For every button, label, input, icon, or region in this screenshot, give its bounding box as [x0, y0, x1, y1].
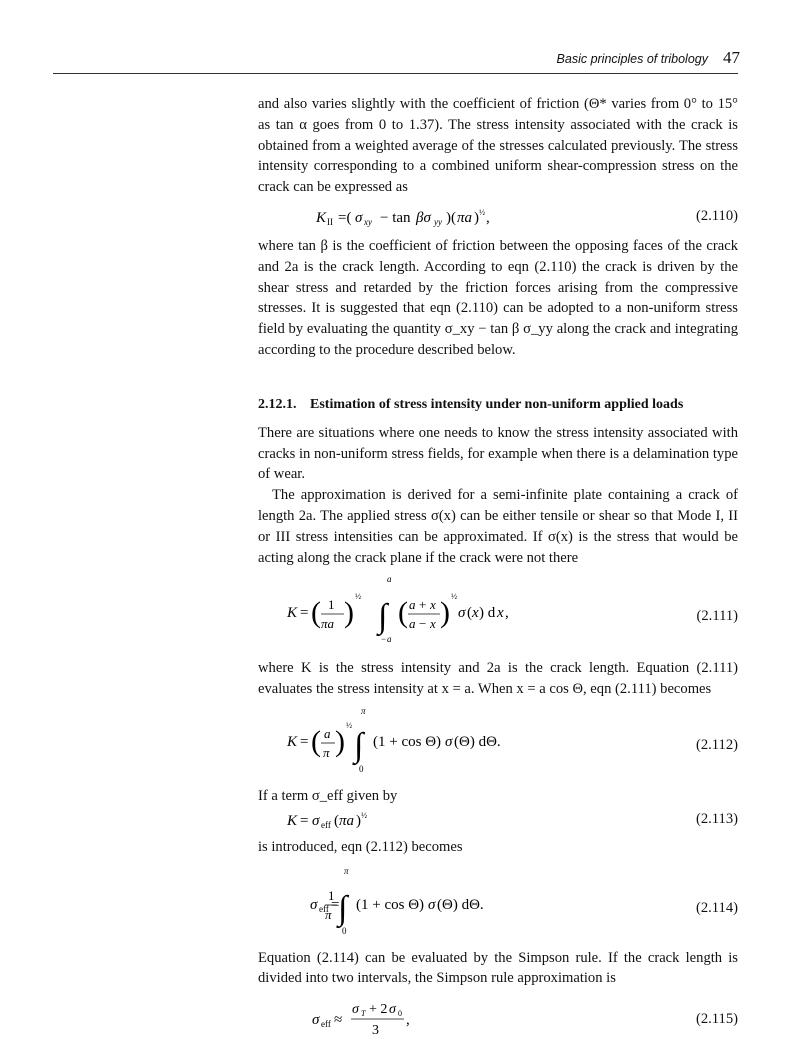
paragraph-7	[258, 837, 738, 858]
svg-text:x: x	[430, 597, 436, 613]
paragraph-5	[258, 658, 738, 700]
svg-text:eff: eff	[321, 819, 331, 830]
svg-text:(Θ) dΘ.: (Θ) dΘ.	[454, 733, 501, 750]
header-rule	[53, 73, 738, 74]
equation-2-112-number: (2.112)	[695, 736, 738, 753]
svg-text:x: x	[497, 605, 504, 622]
svg-text:): )	[474, 209, 479, 226]
svg-text:½: ½	[361, 810, 367, 820]
svg-text:− tan: − tan	[380, 209, 411, 226]
svg-text:½: ½	[451, 592, 457, 602]
svg-text:∫: ∫	[338, 889, 348, 927]
svg-text:0: 0	[398, 1009, 402, 1019]
page-number: 47	[723, 48, 740, 67]
running-title: Basic principles of tribology	[556, 52, 708, 66]
svg-text:,: ,	[505, 605, 509, 622]
svg-text:πa: πa	[457, 209, 473, 226]
section-number: 2.12.1.	[258, 396, 297, 412]
equation-2-113-number: (2.113)	[695, 810, 738, 827]
svg-text:π: π	[325, 906, 332, 922]
svg-text:a: a	[387, 634, 392, 645]
equation-2-114	[258, 864, 738, 936]
svg-text:=: =	[331, 896, 340, 913]
svg-text:(1 + cos Θ): (1 + cos Θ)	[356, 896, 425, 913]
svg-text:½: ½	[355, 592, 361, 602]
paragraph-3	[258, 423, 738, 485]
svg-text:) d: ) d	[479, 605, 496, 622]
svg-text:βσ: βσ	[416, 209, 431, 226]
svg-text:σ: σ	[458, 605, 466, 622]
svg-text:=: =	[300, 812, 309, 829]
equation-2-112-svg	[258, 704, 738, 776]
svg-text:πa: πa	[339, 812, 355, 829]
svg-text:)(: )(	[446, 209, 456, 226]
equation-2-113-svg	[258, 807, 738, 833]
svg-text:π: π	[323, 744, 330, 760]
equation-2-110	[258, 204, 738, 232]
page-body	[258, 94, 738, 1043]
svg-text:1: 1	[328, 597, 335, 613]
svg-text:a: a	[324, 725, 331, 741]
svg-text:0: 0	[359, 763, 364, 774]
svg-text:a: a	[387, 574, 392, 585]
paragraph-2	[258, 236, 738, 361]
svg-text:eff: eff	[319, 903, 329, 914]
svg-text:K: K	[287, 605, 298, 622]
svg-text:,: ,	[486, 209, 490, 226]
equation-2-111-number: (2.111)	[696, 608, 738, 625]
svg-text:x: x	[472, 605, 479, 622]
svg-text:∫: ∫	[354, 726, 364, 764]
svg-text:σ: σ	[428, 896, 436, 913]
svg-text:K: K	[316, 209, 327, 226]
svg-text:(Θ) dΘ.: (Θ) dΘ.	[437, 896, 484, 913]
svg-text:≈: ≈	[334, 1012, 343, 1029]
section-title: Estimation of stress intensity under non-uniform applied loads	[310, 396, 684, 412]
page-header	[0, 0, 796, 76]
paragraph-6	[258, 786, 738, 807]
svg-text:π: π	[344, 865, 349, 876]
paragraph-8	[258, 948, 738, 990]
svg-text:(: (	[311, 724, 321, 758]
equation-2-110-number: (2.110)	[695, 207, 738, 224]
svg-text:½: ½	[346, 720, 352, 730]
svg-text:πa: πa	[321, 616, 335, 632]
paragraph-6-text: If a term σ_eff given by	[258, 787, 398, 804]
svg-text:): )	[335, 724, 345, 758]
svg-text:eff: eff	[321, 1019, 331, 1030]
equation-2-114-number: (2.114)	[695, 899, 738, 916]
svg-text:(: (	[398, 596, 408, 630]
equation-2-111	[258, 572, 738, 644]
svg-text:=: =	[300, 605, 309, 622]
svg-text:=: =	[300, 733, 309, 750]
equation-2-111-svg	[258, 572, 738, 644]
svg-text:+ 2: + 2	[369, 1002, 388, 1018]
svg-text:x: x	[430, 616, 436, 632]
equation-2-115	[258, 993, 738, 1043]
paragraph-4	[258, 485, 738, 568]
svg-text:K: K	[287, 812, 298, 829]
svg-text:(: (	[467, 605, 472, 622]
svg-text:1: 1	[328, 887, 335, 903]
svg-text:0: 0	[342, 925, 347, 936]
equation-2-113	[258, 807, 738, 833]
equation-2-112	[258, 704, 738, 776]
svg-text:K: K	[287, 733, 298, 750]
equation-2-110-svg	[258, 204, 738, 232]
section-heading	[258, 397, 738, 413]
svg-text:∫: ∫	[378, 598, 388, 636]
svg-text:): )	[440, 596, 450, 630]
svg-text:−: −	[381, 634, 387, 645]
svg-text:σ: σ	[312, 812, 320, 829]
svg-text:σ: σ	[352, 1002, 359, 1018]
svg-text:(1 + cos Θ): (1 + cos Θ)	[373, 733, 442, 750]
svg-text:σ: σ	[389, 1002, 396, 1018]
svg-text:σ: σ	[445, 733, 453, 750]
svg-text:=(: =(	[338, 209, 352, 226]
svg-text:σ: σ	[310, 896, 318, 913]
paragraph-1-text: and also varies slightly with the coefficient of friction (Θ* varies from 0° to 15° as tan α goes from 0 to 1.37). The stress intensity associated with the crack is obtained from a weighted average of the stresses calculated previously. The stress intensity corresponding to a combined uniform shear-compression stress on the crack can be expressed as	[258, 96, 738, 196]
svg-text:): )	[344, 596, 354, 630]
svg-text:a: a	[409, 597, 416, 613]
paragraph-8-text: Equation (2.114) can be evaluated by the Simpson rule. If the crack length is divided into two intervals, the Simpson rule approximation is	[258, 949, 738, 987]
svg-text:−: −	[419, 616, 427, 632]
svg-text:π: π	[361, 705, 366, 716]
svg-text:II: II	[327, 216, 333, 227]
paragraph-4-text: The approximation is derived for a semi-infinite plate containing a crack of length 2a. The applied stress σ(x) can be either tensile or shear so that Mode I, II or III stress intensities can be approximated. If σ(x) is the stress that would be acting along the crack plane if the crack were not there	[258, 487, 738, 566]
paragraph-5-text: where K is the stress intensity and 2a is the crack length. Equation (2.111) evaluates the stress intensity at x = a. When x = a cos Θ, eqn (2.111) becomes	[258, 660, 738, 698]
svg-text:σ: σ	[312, 1012, 320, 1029]
paragraph-3-text: There are situations where one needs to know the stress intensity associated with cracks in non-uniform stress fields, for example when there is a delamination type of wear.	[258, 424, 738, 483]
svg-text:(: (	[311, 596, 321, 630]
svg-text:xy: xy	[364, 216, 372, 227]
svg-text:): )	[356, 812, 361, 829]
svg-text:,: ,	[406, 1012, 410, 1029]
equation-2-114-svg	[258, 864, 738, 936]
svg-text:(: (	[334, 812, 339, 829]
svg-text:3: 3	[372, 1023, 379, 1039]
svg-text:a: a	[409, 616, 416, 632]
svg-text:+: +	[419, 597, 427, 613]
svg-text:σ: σ	[355, 209, 363, 226]
svg-text:T: T	[361, 1009, 366, 1019]
svg-text:yy: yy	[434, 216, 442, 227]
equation-2-115-svg	[258, 993, 738, 1043]
equation-2-115-number: (2.115)	[695, 1011, 738, 1028]
paragraph-1	[258, 94, 738, 198]
svg-text:½: ½	[479, 207, 485, 217]
paragraph-7-text: is introduced, eqn (2.112) becomes	[258, 838, 463, 855]
paragraph-2-text: where tan β is the coefficient of friction between the opposing faces of the crack and 2a is the crack length. According to eqn (2.110) the crack is driven by the shear stress and retarded by the friction forces arising from the compressive stresses. It is suggested that eqn (2.110) can be adopted to a non-uniform stress field by evaluating the quantity σ_xy − tan β σ_yy along the crack and integrating according to the procedure described below.	[258, 237, 738, 358]
